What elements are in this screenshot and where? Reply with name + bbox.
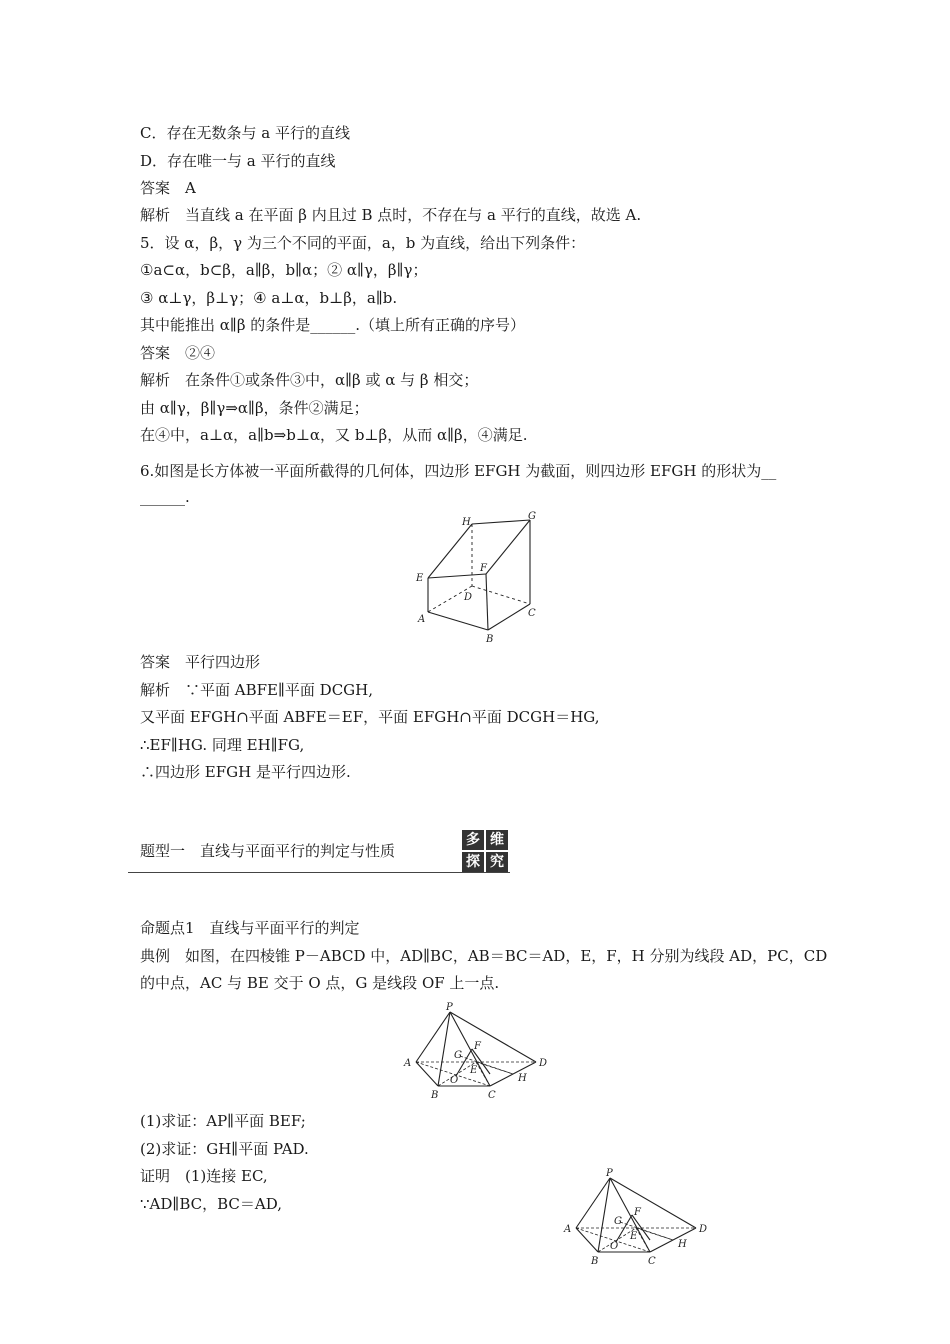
fig3-label: B [591, 1256, 599, 1267]
fig2-label: B [431, 1090, 439, 1101]
text-line: 解析 ∵平面 ABFE∥平面 DCGH, [140, 681, 374, 699]
text-line: 答案 ②④ [140, 344, 216, 362]
fig1-label: H [462, 517, 471, 528]
fig2-label: E [470, 1065, 478, 1076]
fig1-label: A [418, 614, 426, 625]
section-banner [128, 829, 510, 873]
banner-rule [128, 872, 510, 873]
badge-char: 探 [462, 852, 484, 872]
fig1-label: F [480, 563, 487, 574]
text-line: ∵AD∥BC，BC＝AD, [140, 1195, 282, 1213]
fig2-label: O [450, 1075, 459, 1086]
text-line: 由 α∥γ，β∥γ⇒α∥β，条件②满足； [140, 399, 369, 417]
fig3-label: F [634, 1207, 641, 1218]
fig1-label: G [528, 511, 536, 522]
text-line: 解析 当直线 a 在平面 β 内且过 B 点时，不存在与 a 平行的直线，故选 A. [140, 206, 642, 224]
badge-char: 究 [486, 852, 508, 872]
text-line: C．存在无数条与 a 平行的直线 [140, 124, 350, 142]
fig2-label: H [518, 1073, 527, 1084]
text-line: 5．设 α，β，γ 为三个不同的平面，a，b 为直线，给出下列条件： [140, 234, 586, 252]
text-line: D．存在唯一与 a 平行的直线 [140, 152, 336, 170]
fig3-label: E [630, 1231, 638, 1242]
text-line: 命题点1 直线与平面平行的判定 [140, 919, 360, 937]
text-line: 典例 如图，在四棱锥 P－ABCD 中，AD∥BC，AB＝BC＝AD，E，F，H 分别为线段 AD，PC，CD [140, 947, 828, 965]
text-line: 答案 A [140, 179, 196, 197]
text-line: ______. [140, 488, 190, 506]
badge-char: 多 [462, 830, 484, 850]
text-line: 其中能推出 α∥β 的条件是______.（填上所有正确的序号） [140, 316, 526, 334]
fig3-label: A [564, 1224, 572, 1235]
badge-char: 维 [486, 830, 508, 850]
fig3-label: C [648, 1256, 656, 1267]
fig2-label: F [474, 1041, 481, 1052]
text-line: 又平面 EFGH∩平面 ABFE＝EF，平面 EFGH∩平面 DCGH＝HG, [140, 708, 600, 726]
fig1-label: D [464, 592, 473, 603]
text-line: 在④中，a⊥α，a∥b⇒b⊥α，又 b⊥β，从而 α∥β，④满足. [140, 426, 528, 444]
fig2-label: C [488, 1090, 496, 1101]
fig1-label: B [486, 634, 494, 645]
text-line: ∴EF∥HG. 同理 EH∥FG, [140, 736, 305, 754]
fig3-label: O [610, 1241, 619, 1252]
text-line: ③ α⊥γ，β⊥γ；④ a⊥α，b⊥β，a∥b. [140, 289, 398, 307]
fig3-label: H [678, 1239, 687, 1250]
fig2-label: G [454, 1050, 462, 1061]
figure-pyramid [400, 1002, 555, 1102]
text-line: 6.如图是长方体被一平面所截得的几何体，四边形 EFGH 为截面，则四边形 EFGH 的形状为__ [140, 462, 777, 480]
fig3-label: G [614, 1216, 622, 1227]
figure-pyramid-proof [560, 1168, 715, 1268]
text-line: 答案 平行四边形 [140, 653, 261, 671]
fig3-label: P [606, 1168, 613, 1179]
fig2-label: D [539, 1058, 548, 1069]
text-line: ∴四边形 EFGH 是平行四边形. [140, 763, 351, 781]
figure-cuboid [410, 508, 550, 650]
fig2-label: P [446, 1002, 453, 1013]
text-line: (2)求证：GH∥平面 PAD. [140, 1140, 309, 1158]
text-line: 解析 在条件①或条件③中，α∥β 或 α 与 β 相交； [140, 371, 479, 389]
fig3-label: D [699, 1224, 708, 1235]
text-line: 证明 (1)连接 EC, [140, 1167, 268, 1185]
text-line: ①a⊂α，b⊂β，a∥β，b∥α；② α∥γ，β∥γ； [140, 261, 428, 279]
text-line: 的中点，AC 与 BE 交于 O 点，G 是线段 OF 上一点. [140, 974, 500, 992]
text-line: (1)求证：AP∥平面 BEF; [140, 1112, 306, 1130]
fig2-label: A [404, 1058, 412, 1069]
section-title: 题型一 直线与平面平行的判定与性质 [140, 842, 396, 860]
fig1-label: C [528, 608, 536, 619]
fig1-label: E [416, 573, 424, 584]
